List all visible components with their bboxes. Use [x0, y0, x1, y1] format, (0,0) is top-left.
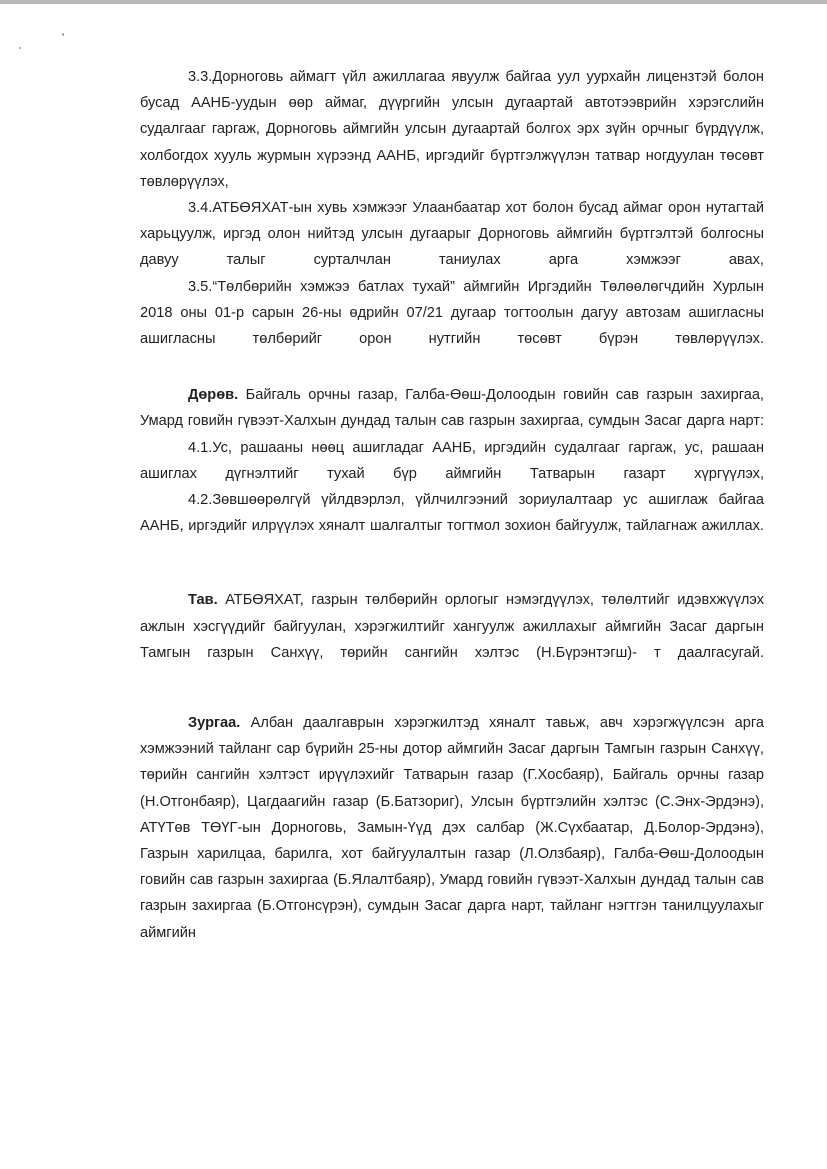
- paragraph-section-4: [140, 382, 764, 434]
- text-line: Засаг дарга нарт:: [644, 413, 764, 430]
- scan-edge: [0, 0, 827, 4]
- text-line: (Б.Ялалтбаяр), Умард говийн гүвээт-Халхын дундад талын сав газрын захиргаа: [140, 872, 764, 915]
- text-line: байгаа ААНБ, иргэдийг илрүүлэх хяналт шалгалтыг тогтмол зохион байгуулж,: [140, 492, 764, 535]
- text-line: татвар ногдуулан төсөвт төвлөрүүлэх,: [140, 147, 764, 190]
- text-line: бүртгэлийн хэлтэс (С.Энх-Эрдэнэ), АТҮТөв ТӨҮГ-ын Дорноговь, Замын-Үүд дэх: [140, 793, 764, 836]
- section-heading: Тав.: [188, 592, 218, 609]
- text-line: Байгаль орчны газар, Галба-Өөш-Долоодын говийн сав газрын: [238, 387, 693, 404]
- text-line: бүртгэлтэй болгосны давуу талыг сурталчлан таниулах арга хэмжээг авах,: [140, 226, 764, 269]
- text-line: байгуулалтын газар (Л.Олзбаяр), Галба-Өөш-Долоодын говийн сав газрын захиргаа: [140, 846, 764, 889]
- scan-speck: [19, 47, 21, 49]
- text-line: болон бусад ААНБ-уудын өөр аймаг, дүүргийн улсын дугаартай автотээврийн: [140, 69, 764, 112]
- text-line: АТБӨЯХАТ, газрын төлбөрийн орлогыг нэмэгдүүлэх, төлөлтийг: [217, 592, 670, 609]
- text-line: т даалгасугай.: [654, 644, 764, 661]
- text-line: ашигласны ашигласны төлбөрийг орон нутгийн төсөвт бүрэн төвлөрүүлэх.: [140, 304, 765, 348]
- document-page: [140, 64, 764, 946]
- paragraph-3-4: [140, 195, 764, 274]
- text-line: 3.4.АТБӨЯХАТ-ын хувь хэмжээг Улаанбаатар хот болон бусад аймаг орон: [188, 200, 701, 217]
- text-line: захиргаа, Умард говийн гүвээт-Халхын дундад талын сав газрын захиргаа, сумдын: [140, 387, 764, 430]
- text-line: газрын Санхүү, төрийн сангийн хэлтэст ирүүлэхийг Татварын газар (Г.Хосбаяр),: [140, 741, 764, 784]
- paragraph-section-6: [140, 710, 764, 946]
- text-line: аймгийн Засаг даргын Тамгын газрын Санхүү, төрийн сангийн хэлтэс (Н.Бүрэнтэгш)-: [140, 618, 764, 661]
- section-heading: Дөрөв.: [188, 387, 239, 404]
- text-line: тайлагнаж ажиллах.: [626, 518, 764, 535]
- text-line: рашаан ашиглах дүгнэлтийг тухай бүр аймгийн Татварын газарт хүргүүлэх,: [140, 439, 764, 482]
- text-line: нутагтай харьцуулж, иргэд олон нийтэд улсын дугаарыг Дорноговь аймгийн: [140, 200, 764, 243]
- text-line: 3.5.“Төлбөрийн хэмжээ батлах тухай” аймгийн Иргэдийн Төлөөлөгчдийн: [188, 278, 705, 295]
- text-line: орчныг бүрдүүлж, холбогдох хууль журмын хүрээнд ААНБ, иргэдийг бүртгэлжүүлэн: [140, 121, 765, 164]
- text-line: 3.3.Дорноговь аймагт үйл ажиллагаа явуулж байгаа уул уурхайн лицензтэй: [188, 69, 717, 85]
- text-line: салбар (Ж.Сүхбаатар, Д.Болор-Эрдэнэ), Газрын харилцаа, барилга, хот: [140, 819, 765, 863]
- paragraph-4-2: [140, 487, 764, 539]
- text-line: арга хэмжээний тайланг сар бүрийн 25-ны дотор аймгийн Засаг даргын Тамгын: [140, 715, 764, 758]
- text-line: идэвхжүүлэх ажлын хэсгүүдийг байгуулан, хэрэгжилтийг хангуулж ажиллахыг: [140, 592, 764, 635]
- text-line: Албан даалгаврын хэрэгжилтэд хяналт тавьж, авч хэрэгжүүлсэн: [240, 715, 725, 732]
- text-line: 4.2.Зөвшөөрөлгүй үйлдвэрлэл, үйлчилгээний зориулалтаар ус ашиглаж: [188, 492, 708, 509]
- paragraph-3-5: [140, 274, 764, 353]
- text-line: Байгаль орчны газар (Н.Отгонбаяр), Цагдаагийн газар (Б.Батзориг), Улсын: [140, 767, 764, 810]
- text-line: (Б.Отгонсүрэн), сумдын Засаг дарга нарт, тайланг нэгтгэн танилцуулахыг аймгийн: [140, 898, 764, 941]
- paragraph-section-5: [140, 587, 764, 666]
- section-heading: Зургаа.: [188, 715, 241, 732]
- paragraph-3-3: [140, 64, 764, 195]
- text-line: 4.1.Ус, рашааны нөөц ашигладаг ААНБ, иргэдийн судалгааг гаргаж, ус,: [188, 439, 704, 456]
- text-line: Хурлын 2018 оны 01-р сарын 26-ны өдрийн 07/21 дугаар тогтоолын дагуу автозам: [140, 278, 764, 321]
- scan-speck: [62, 33, 64, 36]
- text-line: хэрэгслийн судалгааг гаргаж, Дорноговь аймгийн улсын дугаартай болгох эрх зүйн: [140, 95, 764, 138]
- paragraph-4-1: [140, 435, 764, 487]
